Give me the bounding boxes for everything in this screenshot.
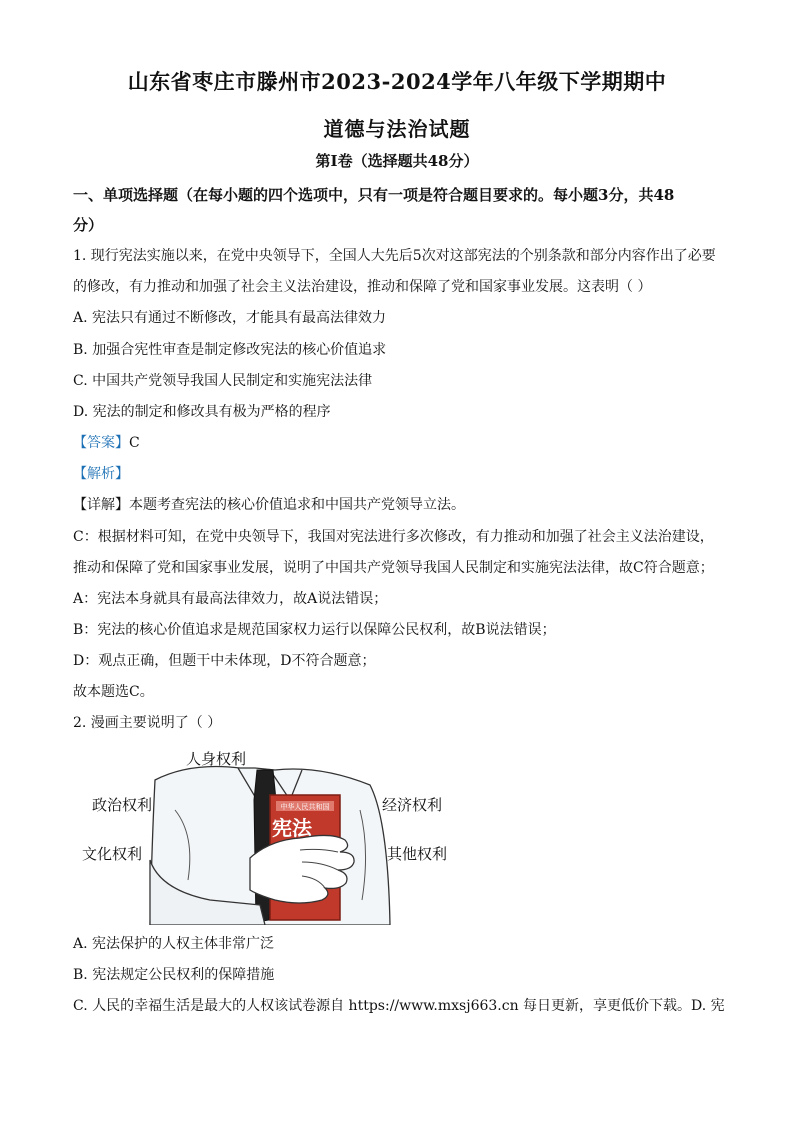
label-personal-rights: 人身权利: [186, 750, 247, 768]
label-cultural-rights: 文化权利: [82, 845, 143, 863]
q1-option-c: C. 中国共产党领导我国人民制定和实施宪法法律: [73, 373, 373, 389]
q2-option-a: A. 宪法保护的人权主体非常广泛: [73, 936, 275, 952]
label-economic-rights: 经济权利: [382, 796, 443, 814]
q1-explanation-line: C：根据材料可知，在党中央领导下，我国对宪法进行多次修改，有力推动和加强了社会主义法治建设，: [73, 529, 714, 545]
section-heading-line1: 一、单项选择题（在每小题的四个选项中，只有一项是符合题目要求的。每小题3分，共48: [73, 186, 675, 204]
label-other-rights: 其他权利: [387, 845, 448, 863]
q1-option-d: D. 宪法的制定和修改具有极为严格的程序: [73, 404, 331, 420]
q1-explanation-line: 推动和保障了党和国家事业发展，说明了中国共产党领导我国人民制定和实施宪法法律，故C符合题意；: [73, 560, 714, 576]
q1-option-a: A. 宪法只有通过不断修改，才能具有最高法律效力: [73, 310, 387, 326]
part-heading: 第Ⅰ卷（选择题共48分）: [315, 152, 479, 170]
answer-value: C: [129, 435, 140, 451]
q1-answer: [73, 432, 733, 452]
q1-explanation-line: B：宪法的核心价值追求是规范国家权力运行以保障公民权利，故B说法错误；: [73, 622, 556, 638]
document-title: 山东省枣庄市滕州市2023-2024学年八年级下学期期中: [127, 69, 667, 94]
cartoon-illustration: [70, 740, 470, 925]
q1-stem-line1: 1. 现行宪法实施以来，在党中央领导下，全国人大先后5次对这部宪法的个别条款和部分内容作出了必要: [73, 248, 716, 264]
q1-explanation-line: D：观点正确，但题干中未体现，D不符合题意；: [73, 653, 376, 669]
answer-tag: 【答案】: [73, 435, 129, 451]
analysis-tag: 【解析】: [73, 466, 129, 482]
q2-option-c: C. 人民的幸福生活是最大的人权该试卷源自 https://www.mxsj663.cn 每日更新，享更低价下载。D. 宪: [73, 998, 725, 1014]
q1-option-b: B. 加强合宪性审查是制定修改宪法的核心价值追求: [73, 342, 387, 358]
q1-detail: [73, 494, 733, 514]
label-political-rights: 政治权利: [92, 796, 153, 814]
book-header-text: 中华人民共和国: [280, 803, 330, 811]
document-subtitle: 道德与法治试题: [323, 117, 471, 141]
detail-tag: 【详解】: [73, 497, 129, 513]
q1-explanation-line: A：宪法本身就具有最高法律效力，故A说法错误；: [73, 591, 388, 607]
detail-text: 本题考查宪法的核心价值追求和中国共产党领导立法。: [129, 497, 465, 513]
q2-stem: 2. 漫画主要说明了（ ）: [73, 715, 222, 731]
q1-explanation-line: 故本题选C。: [73, 684, 154, 700]
q2-option-b: B. 宪法规定公民权利的保障措施: [73, 967, 275, 983]
section-heading-line2: 分）: [73, 216, 104, 234]
book-title-text: 宪法: [272, 816, 312, 840]
q1-analysis-tag: [73, 463, 733, 483]
q1-stem-line2: 的修改，有力推动和加强了社会主义法治建设，推动和保障了党和国家事业发展。这表明（ ）: [73, 279, 652, 295]
cartoon-drawing: [70, 740, 470, 925]
